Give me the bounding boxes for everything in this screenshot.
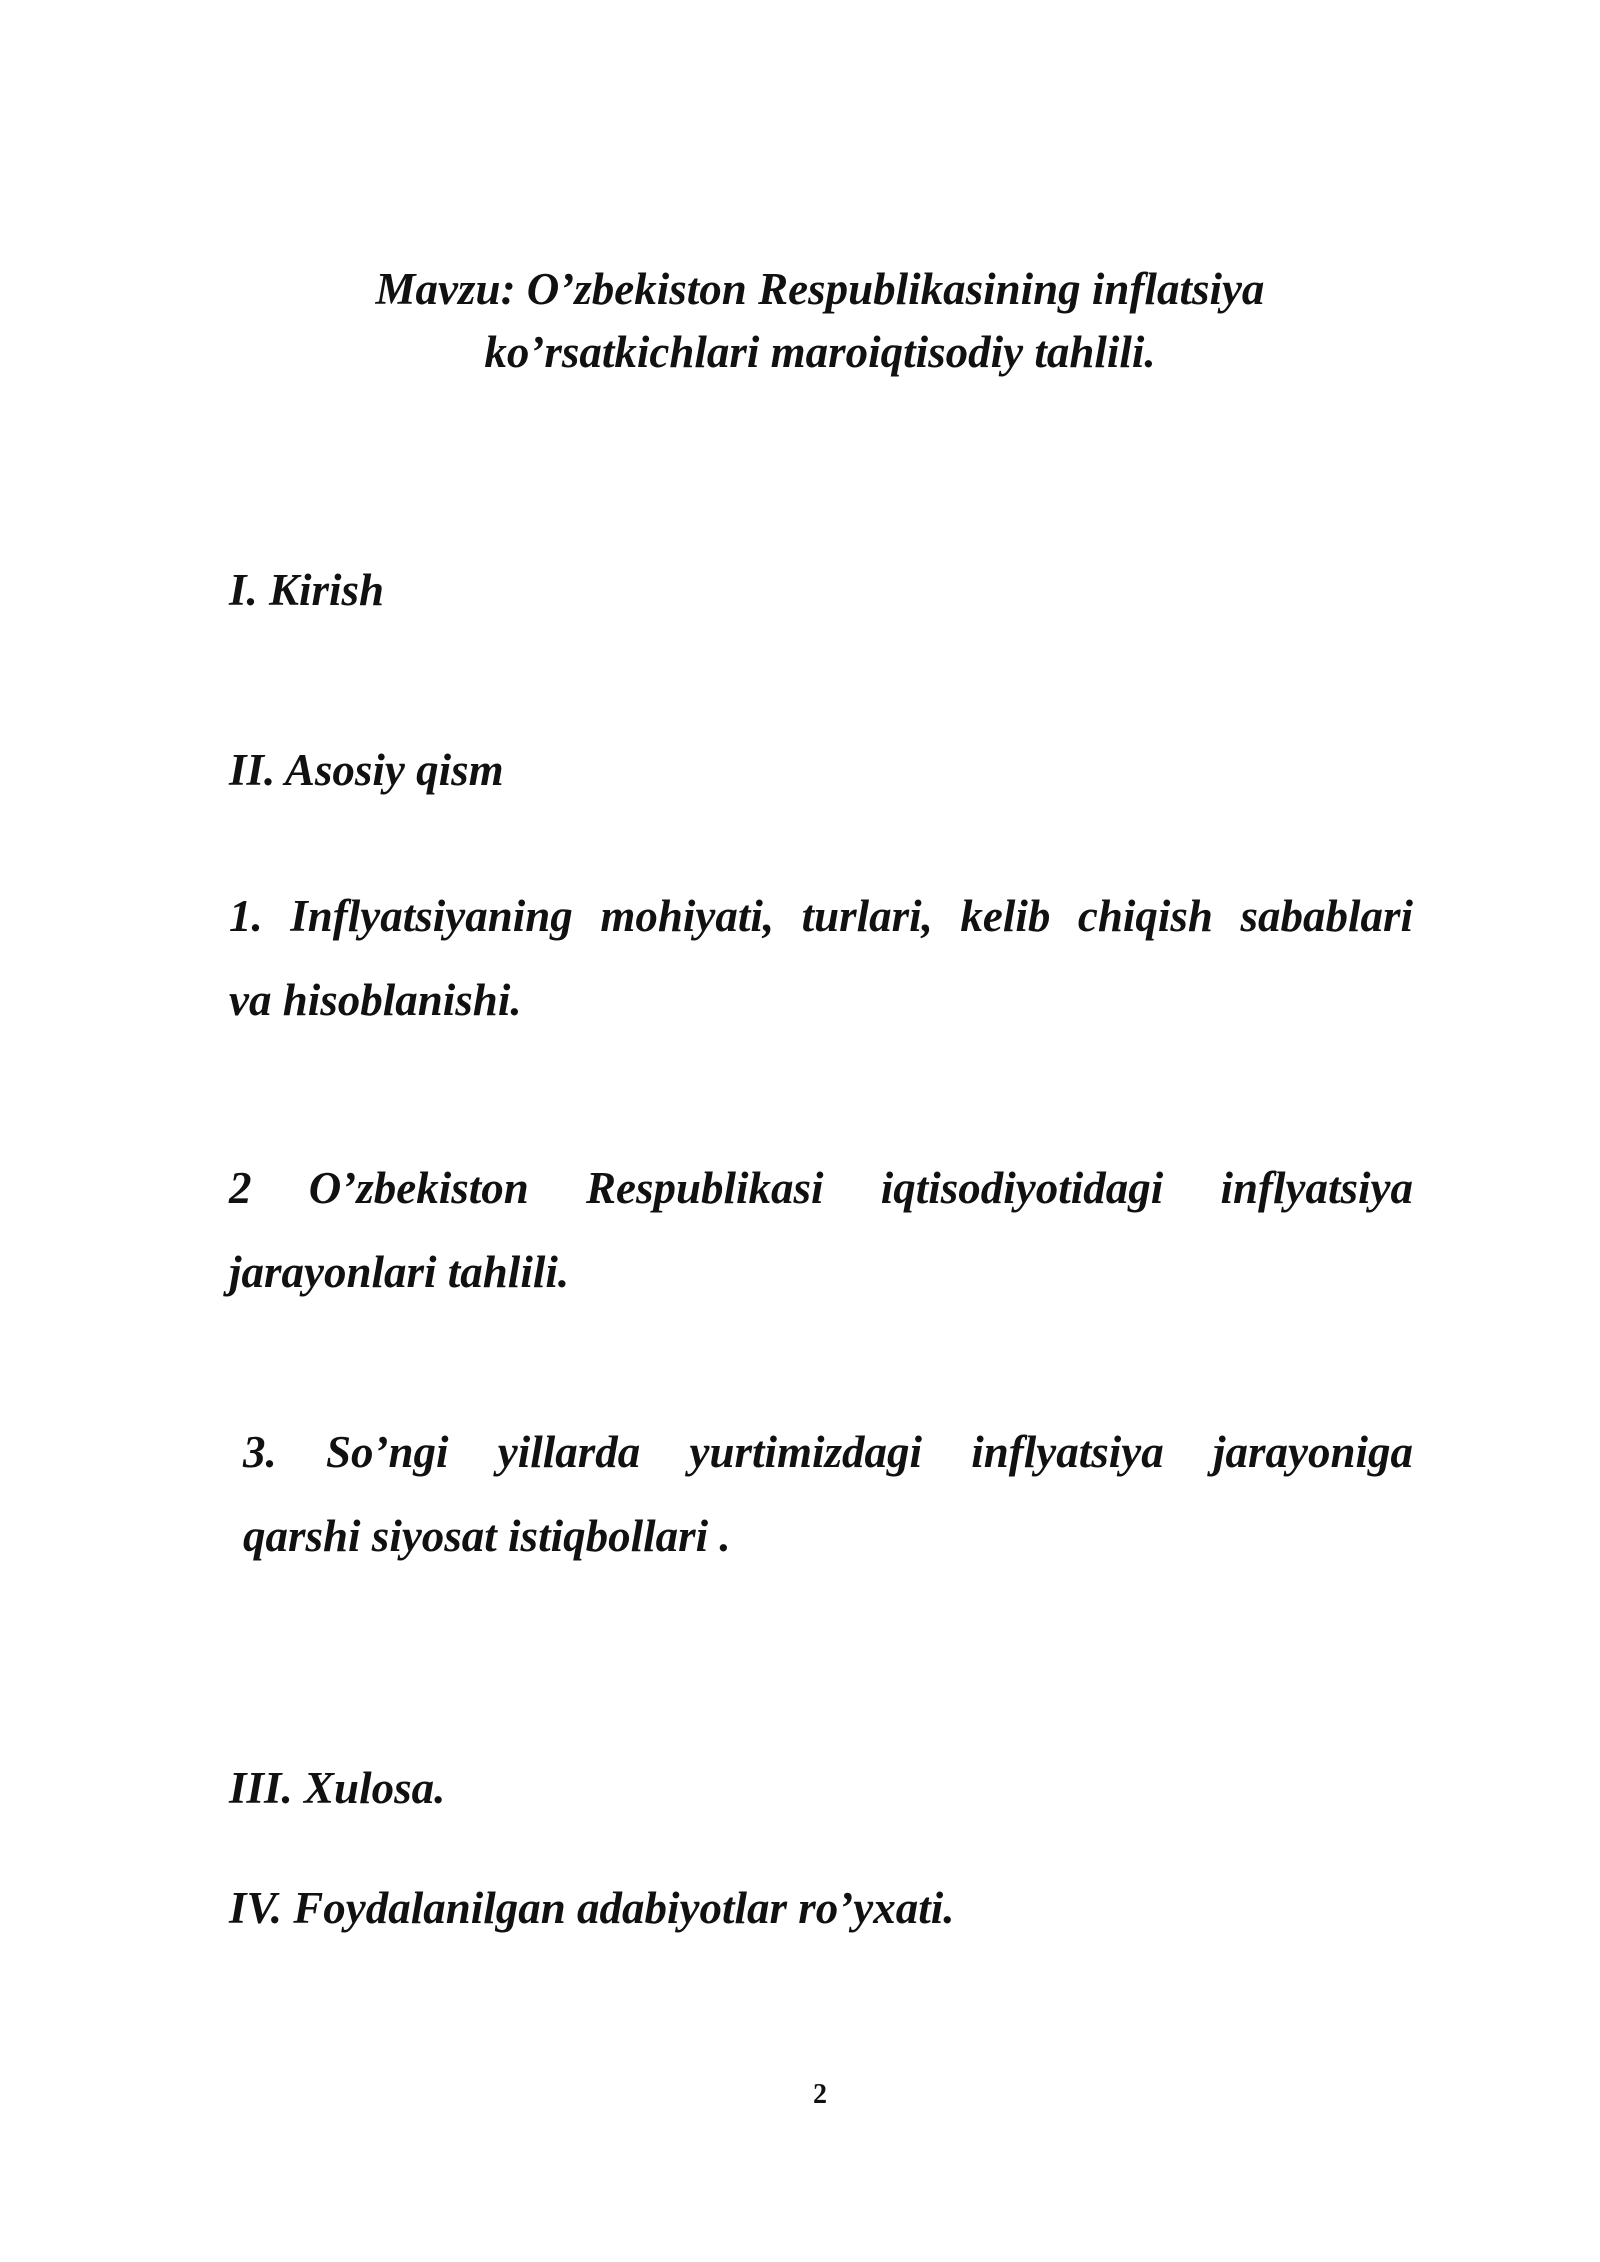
outline-item-section-1: [229, 874, 1413, 1042]
section-2-line-1: 2 O’zbekiston Respublikasi iqtisodiyotidagi inflyatsiya: [229, 1163, 1413, 1213]
section-1-line-1: 1. Inflyatsiyaning mohiyati, turlari, kelib chiqish sabablari: [229, 891, 1413, 941]
section-3-line-2: qarshi siyosat istiqbollari .: [243, 1511, 731, 1561]
section-1-line-2: va hisoblanishi.: [229, 975, 522, 1025]
page-number: 2: [813, 2079, 827, 2110]
outline-item-section-3: [243, 1410, 1413, 1578]
page-title: [300, 258, 1340, 384]
outline-item-conclusion: III. Xulosa.: [229, 1763, 446, 1813]
section-3-line-1: 3. So’ngi yillarda yurtimizdagi inflyatsiya jarayoniga: [243, 1427, 1413, 1477]
title-line-1: Mavzu: O’zbekiston Respublikasining inflatsiya: [375, 264, 1265, 314]
outline-item-section-2: [229, 1146, 1413, 1314]
title-line-2: ko’rsatkichlari maroiqtisodiy tahlili.: [484, 327, 1156, 377]
outline-item-references: IV. Foydalanilgan adabiyotlar ro’yxati.: [229, 1883, 955, 1933]
outline-item-intro: I. Kirish: [229, 565, 385, 615]
outline-item-main-part: II. Asosiy qism: [229, 745, 504, 795]
section-2-line-2: jarayonlari tahlili.: [229, 1247, 570, 1297]
